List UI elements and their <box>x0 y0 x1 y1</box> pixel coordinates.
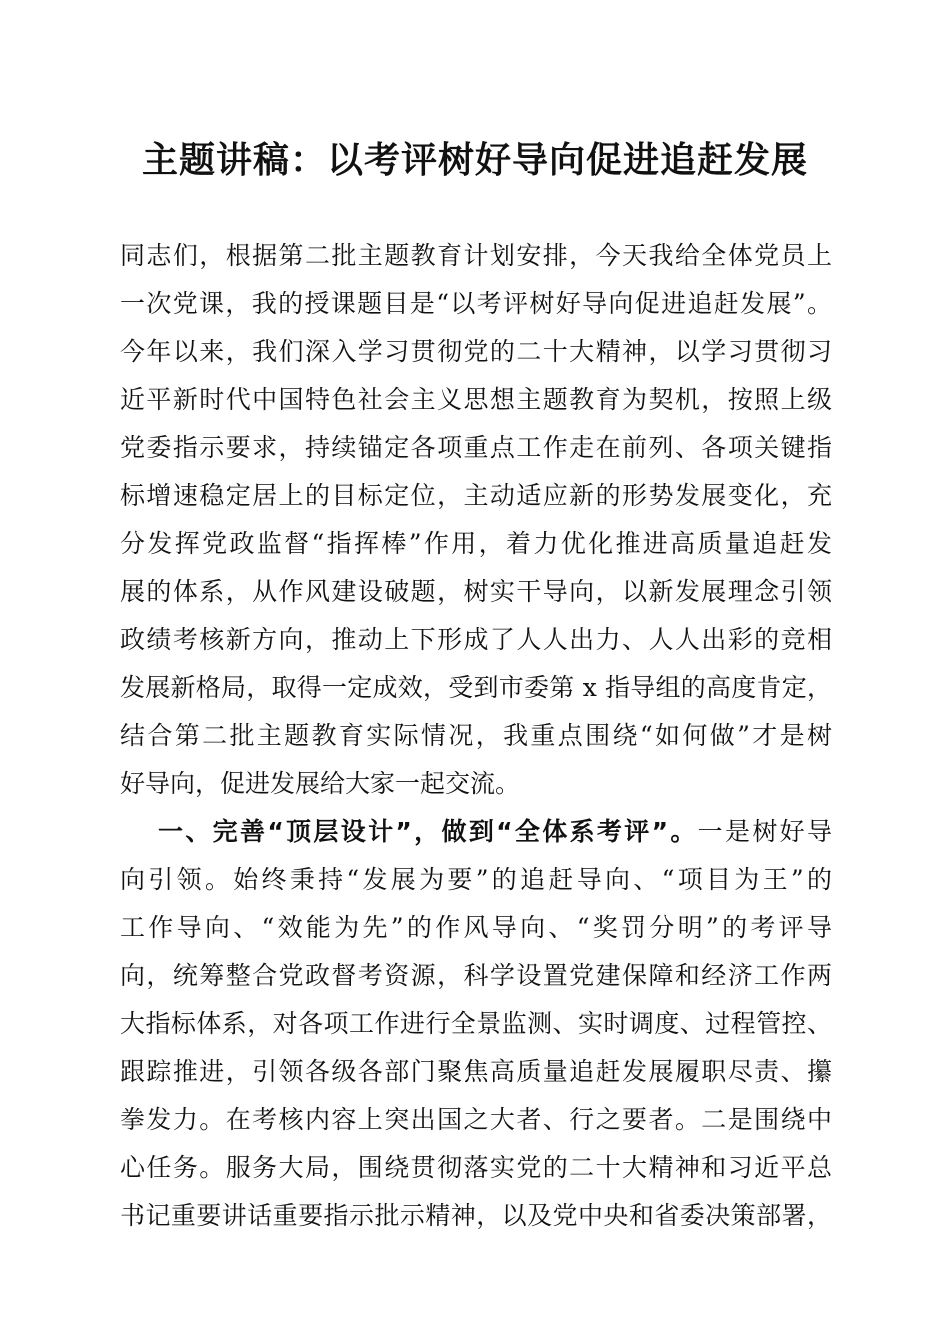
document-title: 主题讲稿：以考评树好导向促进追赶发展 <box>141 139 808 181</box>
paragraph-line: 展的体系，从作风建设破题，树实干导向，以新发展理念引领 <box>120 577 832 606</box>
paragraph-line: 向，统筹整合党政督考资源，科学设置党建保障和经济工作两 <box>120 961 832 990</box>
paragraph-line: 今年以来，我们深入学习贯彻党的二十大精神，以学习贯彻习 <box>120 337 832 366</box>
paragraph-line: 标增速稳定居上的目标定位，主动适应新的形势发展变化，充 <box>120 481 832 510</box>
paragraph-line: 大指标体系，对各项工作进行全景监测、实时调度、过程管控、 <box>120 1009 832 1038</box>
paragraph-line: 党委指示要求，持续锚定各项重点工作走在前列、各项关键指 <box>120 433 832 462</box>
paragraph-line: 跟踪推进，引领各级各部门聚焦高质量追赶发展履职尽责、攥 <box>120 1057 832 1086</box>
section-heading: 一、完善“顶层设计”，做到“全体系考评”。 <box>158 817 698 846</box>
document-body <box>120 232 832 1240</box>
paragraph-line: 分发挥党政监督“指挥棒”作用，着力优化推进高质量追赶发 <box>120 529 832 558</box>
paragraph-line: 书记重要讲话重要指示批示精神，以及党中央和省委决策部署， <box>120 1201 832 1230</box>
paragraph-line: 工作导向、“效能为先”的作风导向、“奖罚分明”的考评导 <box>120 913 832 942</box>
paragraph-line: 一次党课，我的授课题目是“以考评树好导向促进追赶发展”。 <box>120 289 832 318</box>
section-line-text: 一是树好导 <box>697 817 832 846</box>
section-heading-line <box>120 808 832 856</box>
paragraph-line: 好导向，促进发展给大家一起交流。 <box>120 769 521 798</box>
paragraph-line: 结合第二批主题教育实际情况，我重点围绕“如何做”才是树 <box>120 721 832 750</box>
paragraph-line: 心任务。服务大局，围绕贯彻落实党的二十大精神和习近平总 <box>120 1153 832 1182</box>
paragraph-line: 近平新时代中国特色社会主义思想主题教育为契机，按照上级 <box>120 385 832 414</box>
paragraph-line: 向引领。始终秉持“发展为要”的追赶导向、“项目为王”的 <box>120 865 832 894</box>
paragraph-line: 发展新格局，取得一定成效，受到市委第 x 指导组的高度肯定， <box>120 673 832 702</box>
paragraph-line: 拳发力。在考核内容上突出国之大者、行之要者。二是围绕中 <box>120 1105 832 1134</box>
paragraph-line: 同志们，根据第二批主题教育计划安排，今天我给全体党员上 <box>120 241 832 270</box>
paragraph-line: 政绩考核新方向，推动上下形成了人人出力、人人出彩的竞相 <box>120 625 832 654</box>
